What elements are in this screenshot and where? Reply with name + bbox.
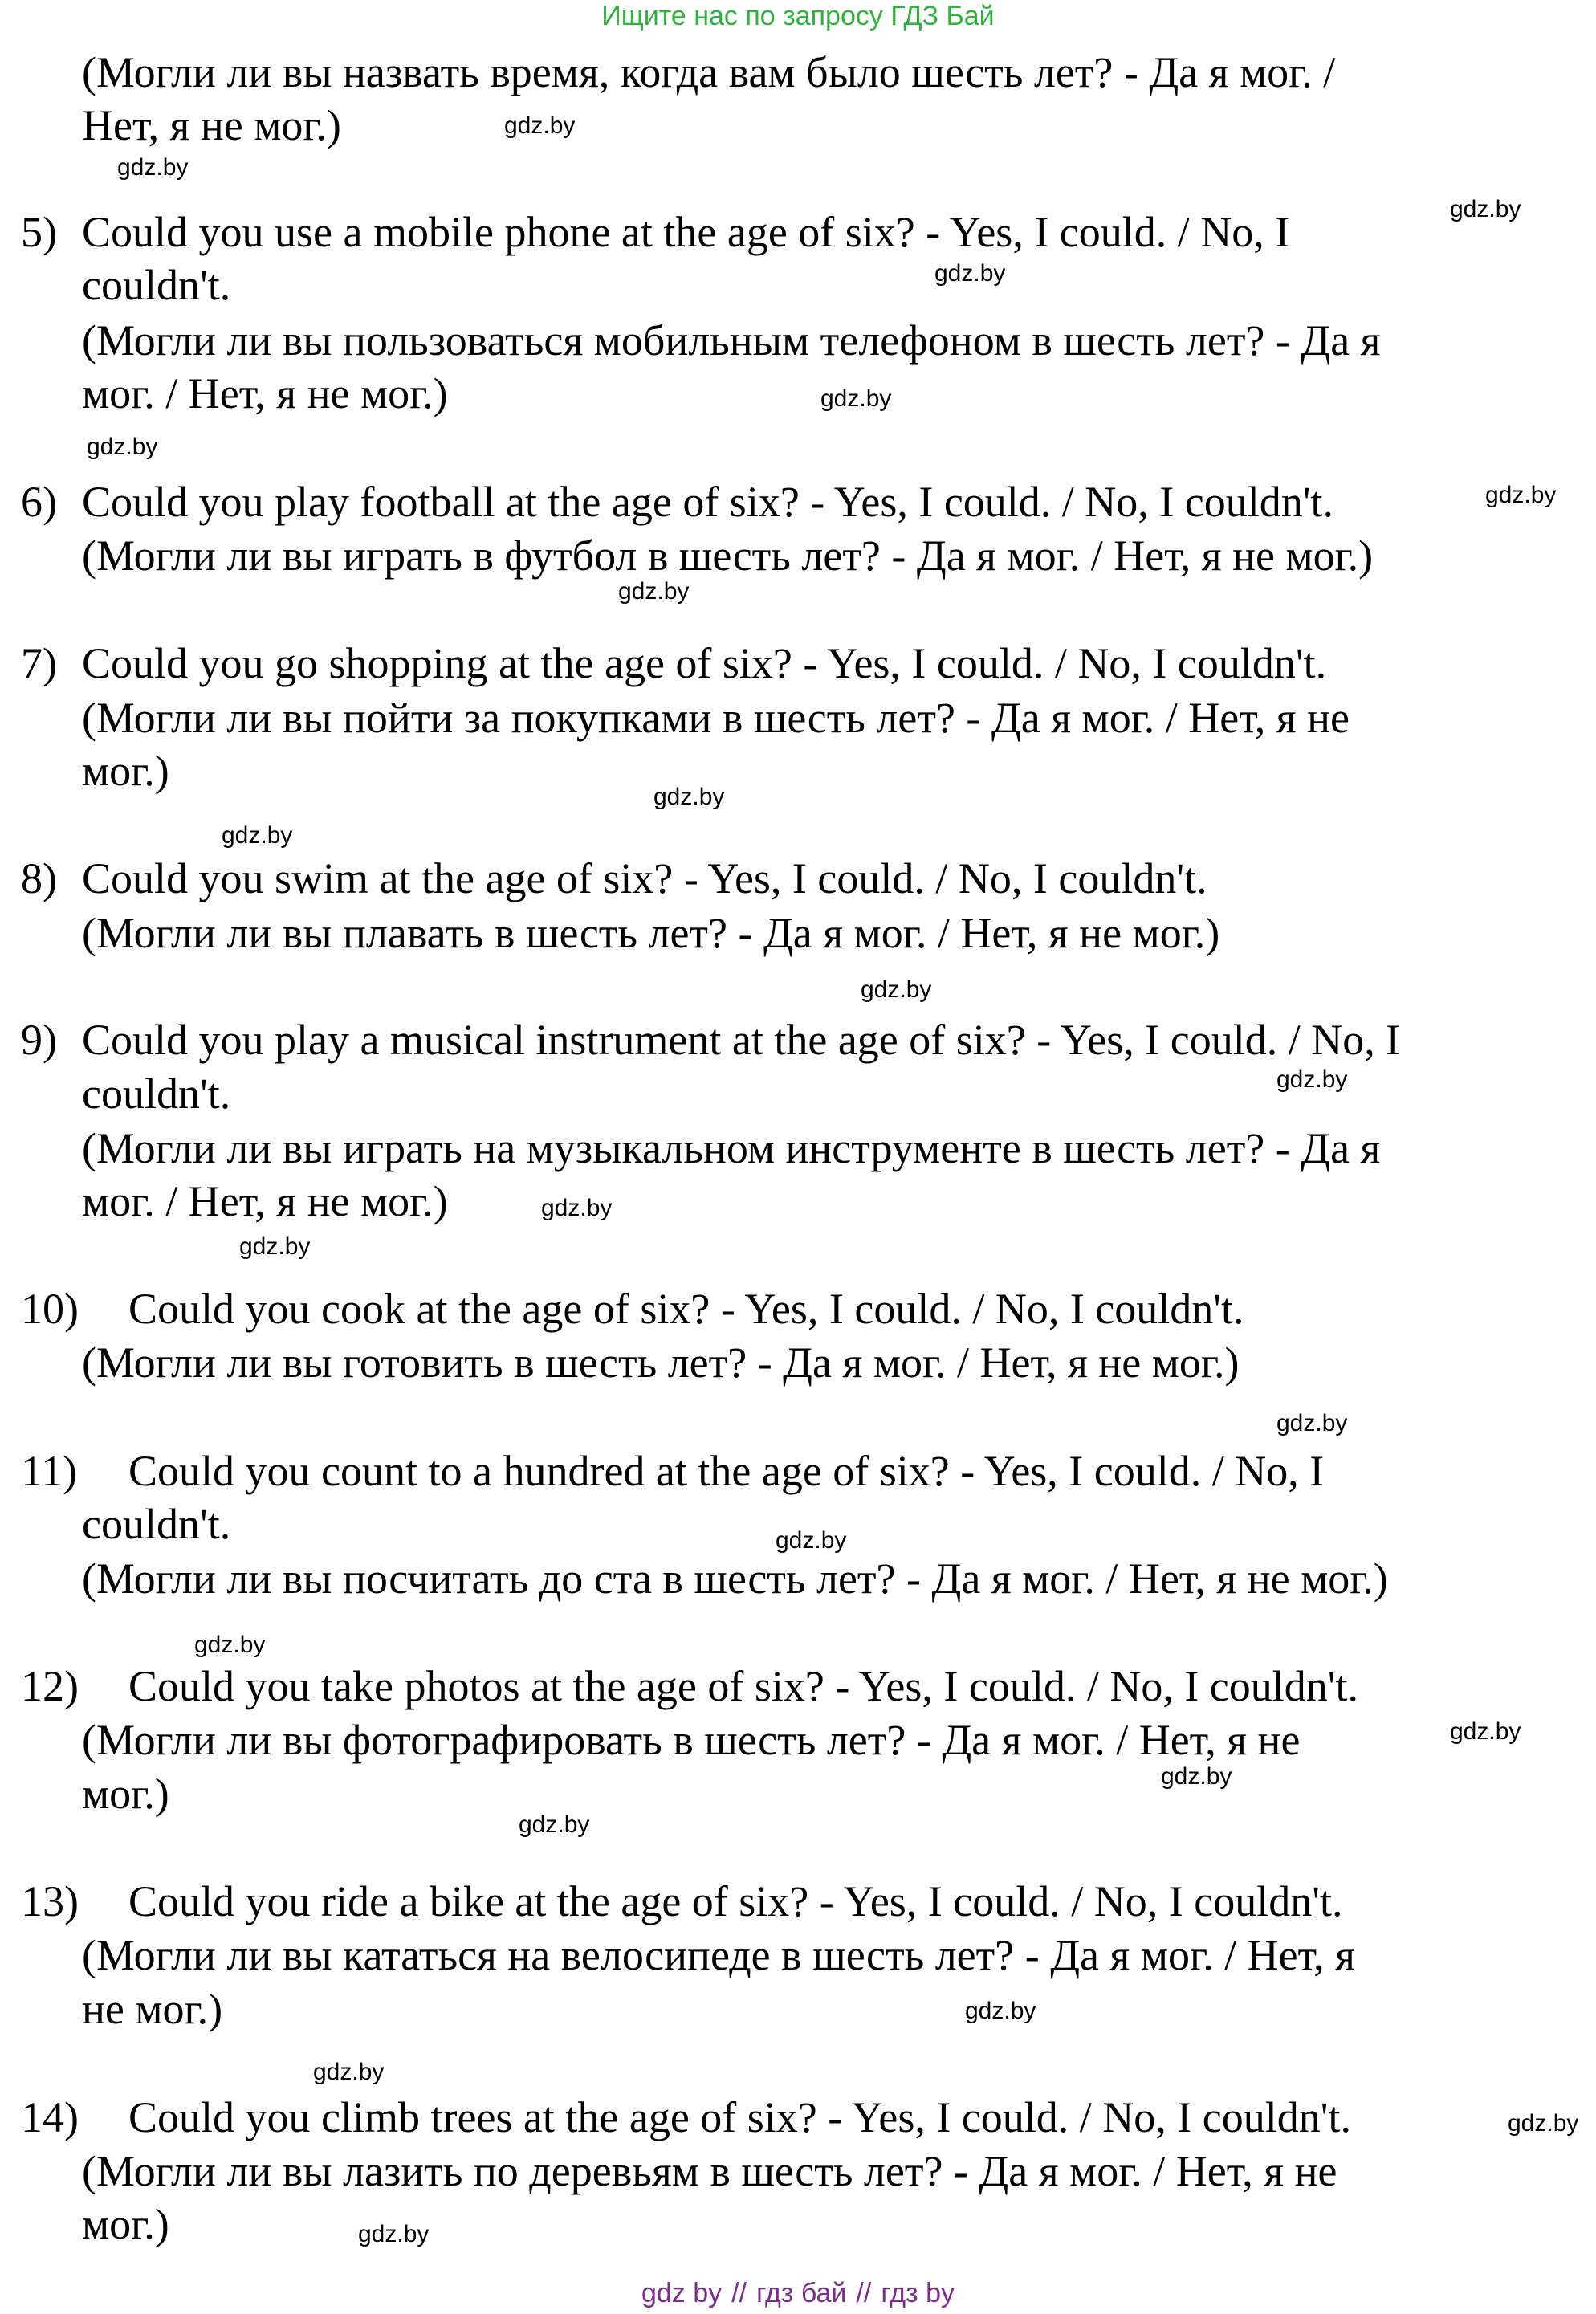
item-number: 7): [21, 639, 57, 687]
item-russian: мог.): [82, 747, 169, 795]
footer-links: [0, 2277, 1596, 2309]
watermark-text: gdz.by: [313, 2059, 385, 2085]
item-russian: (Могли ли вы пользоваться мобильным телефоном в шесть лет? - Да я: [82, 316, 1381, 365]
watermark-text: gdz.by: [965, 1998, 1036, 2024]
item-english: Could you take photos at the age of six? - Yes, I could. / No, I couldn't.: [128, 1662, 1359, 1710]
continuation-line: Нет, я не мог.): [82, 101, 341, 149]
item-number: 13): [21, 1877, 79, 1925]
watermark-text: gdz.by: [1508, 2110, 1579, 2137]
item-english: couldn't.: [82, 261, 231, 309]
item-english: Could you play football at the age of six? - Yes, I could. / No, I couldn't.: [82, 478, 1333, 526]
item-russian: (Могли ли вы посчитать до ста в шесть лет? - Да я мог. / Нет, я не мог.): [82, 1554, 1388, 1603]
item-russian: (Могли ли вы готовить в шесть лет? - Да я мог. / Нет, я не мог.): [82, 1338, 1240, 1387]
item-english: Could you ride a bike at the age of six? - Yes, I could. / No, I couldn't.: [128, 1877, 1343, 1925]
item-russian: мог.): [82, 1770, 169, 1818]
item-number: 11): [21, 1447, 77, 1495]
watermark-text: gdz.by: [541, 1195, 613, 1221]
watermark-text: gdz.by: [653, 784, 725, 810]
watermark-text: gdz.by: [358, 2221, 430, 2247]
item-english: Could you climb trees at the age of six? - Yes, I could. / No, I couldn't.: [128, 2093, 1351, 2141]
watermark-text: gdz.by: [1161, 1763, 1232, 1790]
item-russian: (Могли ли вы фотографировать в шесть лет? - Да я мог. / Нет, я не: [82, 1716, 1301, 1764]
footer-link[interactable]: гдз by: [881, 2278, 955, 2308]
item-russian: мог. / Нет, я не мог.): [82, 1177, 448, 1225]
item-number: 9): [21, 1016, 57, 1064]
watermark-text: gdz.by: [1450, 196, 1521, 222]
watermark-text: gdz.by: [222, 822, 293, 849]
item-number: 6): [21, 478, 57, 526]
item-russian: (Могли ли вы кататься на велосипеде в шесть лет? - Да я мог. / Нет, я: [82, 1931, 1355, 1979]
item-russian: (Могли ли вы играть в футбол в шесть лет? - Да я мог. / Нет, я не мог.): [82, 532, 1374, 580]
item-number: 5): [21, 208, 57, 256]
continuation-line: (Могли ли вы назвать время, когда вам было шесть лет? - Да я мог. /: [82, 48, 1336, 96]
item-russian: мог. / Нет, я не мог.): [82, 369, 448, 418]
watermark-text: gdz.by: [1485, 482, 1557, 508]
item-english: Could you go shopping at the age of six? - Yes, I could. / No, I couldn't.: [82, 639, 1327, 687]
item-english: Could you cook at the age of six? - Yes, I could. / No, I couldn't.: [128, 1285, 1244, 1333]
item-russian: (Могли ли вы пойти за покупками в шесть лет? - Да я мог. / Нет, я не: [82, 694, 1350, 742]
watermark-text: gdz.by: [519, 1811, 590, 1838]
item-english: couldn't.: [82, 1069, 231, 1118]
watermark-text: gdz.by: [504, 112, 576, 139]
item-english: Could you swim at the age of six? - Yes, I could. / No, I couldn't.: [82, 854, 1207, 902]
watermark-text: gdz.by: [239, 1233, 311, 1260]
item-number: 10): [21, 1285, 79, 1333]
header-search-hint[interactable]: Ищите нас по запросу ГДЗ Бай: [601, 1, 995, 31]
watermark-text: gdz.by: [776, 1527, 847, 1554]
footer-separator: //: [856, 2278, 872, 2308]
item-english: Could you use a mobile phone at the age of six? - Yes, I could. / No, I: [82, 208, 1290, 256]
item-number: 8): [21, 854, 57, 902]
item-russian: (Могли ли вы плавать в шесть лет? - Да я мог. / Нет, я не мог.): [82, 909, 1220, 957]
watermark-text: gdz.by: [820, 385, 892, 412]
watermark-text: gdz.by: [861, 976, 932, 1003]
item-english: couldn't.: [82, 1500, 231, 1548]
watermark-text: gdz.by: [194, 1632, 266, 1658]
footer-link[interactable]: гдз бай: [756, 2278, 847, 2308]
watermark-text: gdz.by: [117, 154, 189, 181]
watermark-text: gdz.by: [1450, 1718, 1521, 1745]
item-english: Could you count to a hundred at the age of six? - Yes, I could. / No, I: [128, 1447, 1325, 1495]
watermark-text: gdz.by: [1276, 1410, 1348, 1436]
footer-link[interactable]: gdz by: [641, 2278, 723, 2308]
item-russian: мог.): [82, 2200, 169, 2248]
item-russian: (Могли ли вы лазить по деревьям в шесть лет? - Да я мог. / Нет, я не: [82, 2147, 1337, 2195]
watermark-text: gdz.by: [1276, 1066, 1348, 1093]
footer-separator: //: [731, 2278, 747, 2308]
watermark-text: gdz.by: [934, 260, 1006, 287]
watermark-text: gdz.by: [87, 434, 158, 460]
item-number: 12): [21, 1662, 79, 1710]
watermark-text: gdz.by: [618, 578, 690, 605]
item-english: Could you play a musical instrument at the age of six? - Yes, I could. / No, I: [82, 1016, 1401, 1064]
item-number: 14): [21, 2093, 79, 2141]
item-russian: не мог.): [82, 1985, 223, 2033]
item-russian: (Могли ли вы играть на музыкальном инструменте в шесть лет? - Да я: [82, 1124, 1381, 1172]
